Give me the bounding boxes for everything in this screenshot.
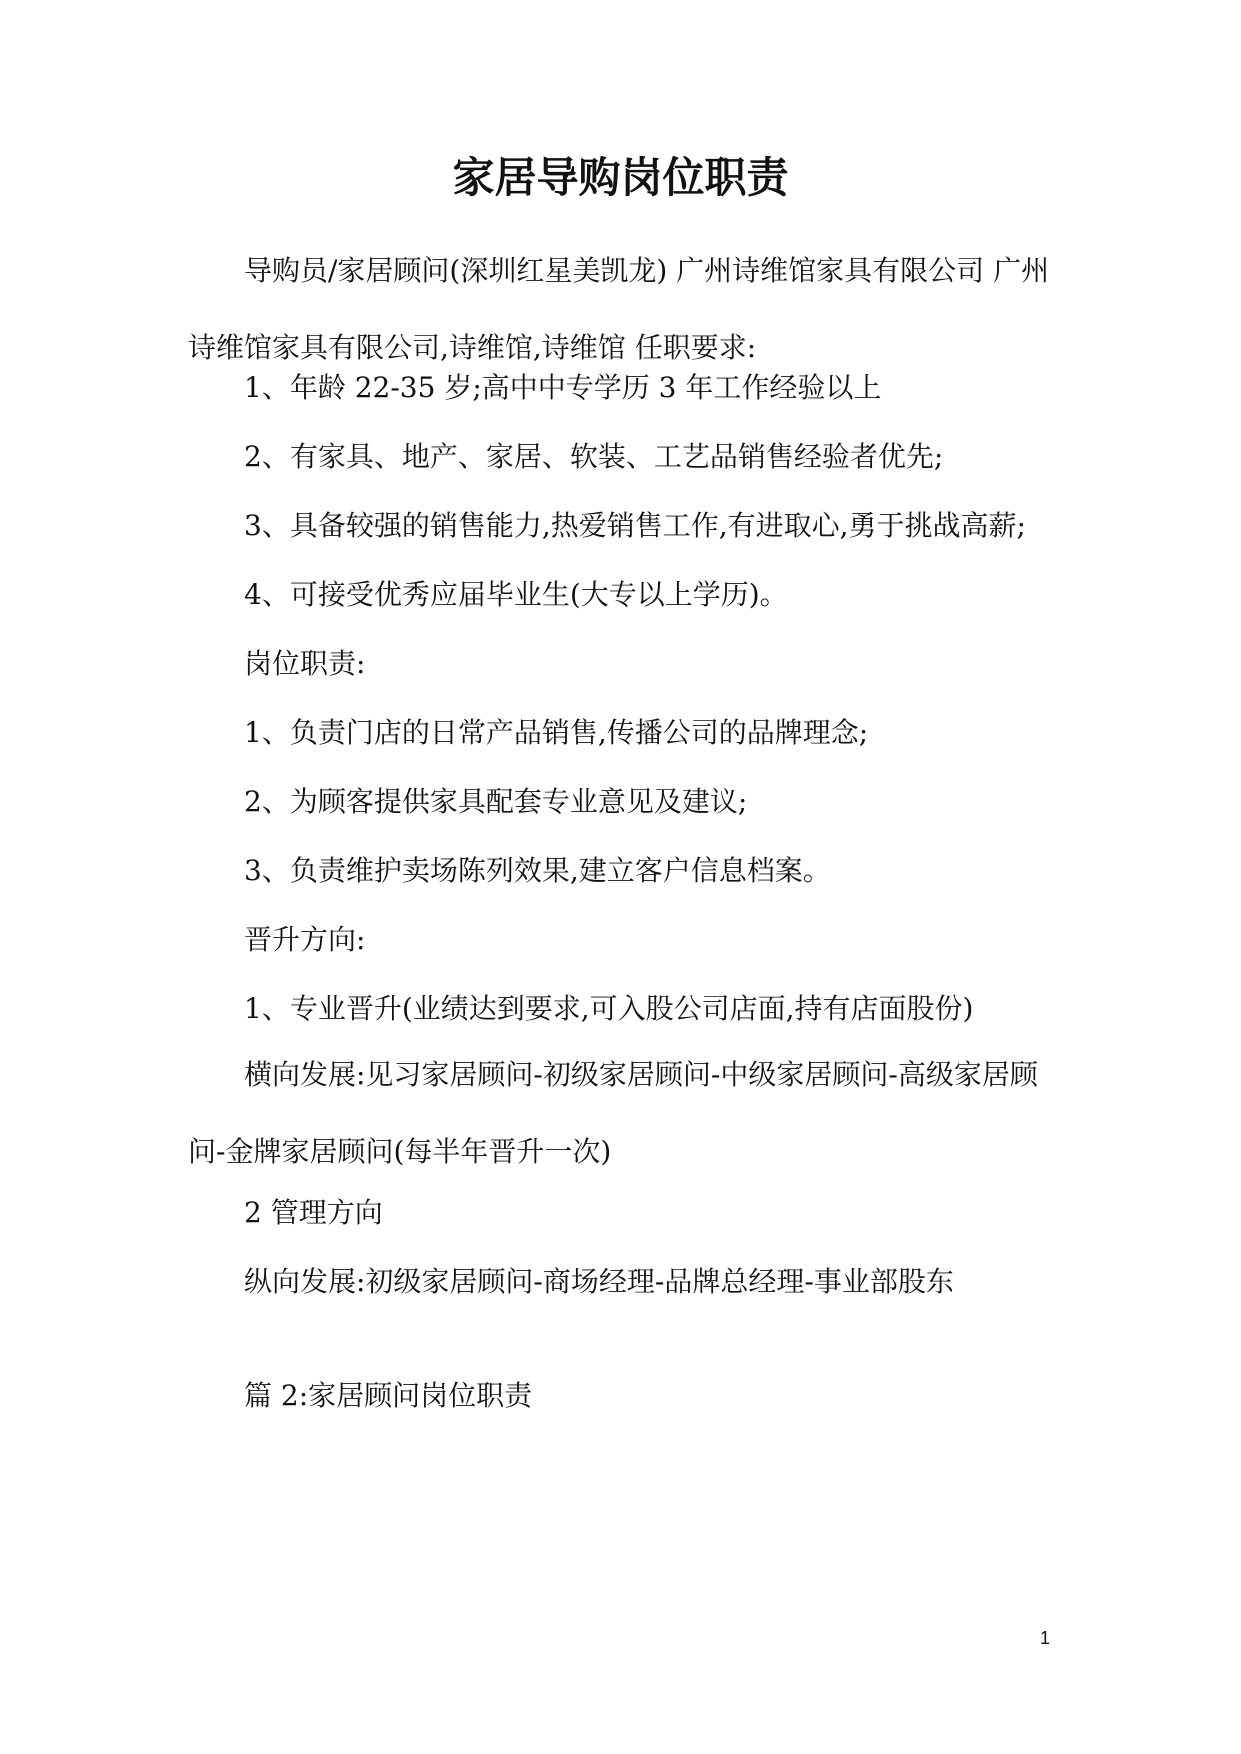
requirement-item: 2、有家具、地产、家居、软装、工艺品销售经验者优先; (244, 440, 944, 473)
vertical-development: 纵向发展:初级家居顾问-商场经理-品牌总经理-事业部股东 (244, 1265, 954, 1298)
intro-paragraph: 导购员/家居顾问(深圳红星美凯龙) 广州诗维馆家具有限公司 广州诗维馆家具有限公司,诗维馆,诗维馆 任职要求: (188, 254, 1050, 364)
requirement-item: 1、年龄 22-35 岁;高中中专学历 3 年工作经验以上 (244, 371, 882, 404)
duty-item: 2、为顾客提供家具配套专业意见及建议; (244, 785, 748, 818)
duty-item: 1、负责门店的日常产品销售,传播公司的品牌理念; (244, 716, 869, 749)
promotion-professional: 1、专业晋升(业绩达到要求,可入股公司店面,持有店面股份) (244, 992, 974, 1025)
page-number: 1 (1040, 1628, 1051, 1648)
requirement-item: 4、可接受优秀应届毕业生(大专以上学历)。 (244, 578, 788, 611)
management-heading: 2 管理方向 (244, 1196, 383, 1229)
duties-heading: 岗位职责: (244, 647, 366, 680)
horizontal-development-paragraph: 横向发展:见习家居顾问-初级家居顾问-中级家居顾问-高级家居顾问-金牌家居顾问(每半年晋升一次) (188, 1058, 1038, 1168)
requirement-item: 3、具备较强的销售能力,热爱销售工作,有进取心,勇于挑战高薪; (244, 509, 1026, 542)
document-title: 家居导购岗位职责 (452, 153, 789, 202)
duty-item: 3、负责维护卖场陈列效果,建立客户信息档案。 (244, 854, 831, 887)
next-section-heading: 篇 2:家居顾问岗位职责 (244, 1379, 533, 1412)
promotion-heading: 晋升方向: (244, 923, 366, 956)
